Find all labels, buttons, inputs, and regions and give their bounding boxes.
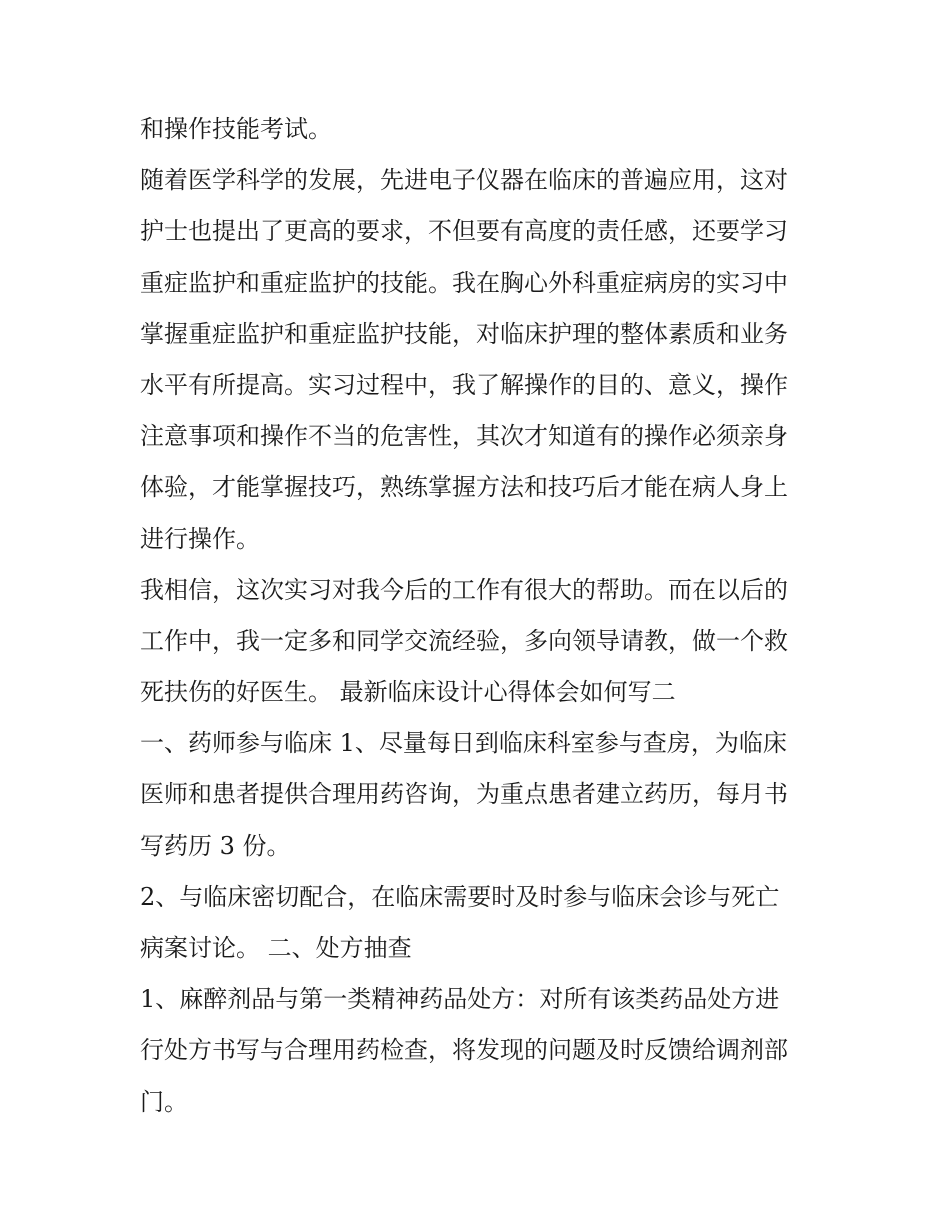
text-line: 进行操作。 [140, 524, 260, 553]
text-line: 医师和患者提供合理用药咨询，为重点患者建立药历，每月书 [140, 780, 788, 809]
text-line: 死扶伤的好医生。 最新临床设计心得体会如何写二 [140, 678, 676, 707]
text-line: 1、麻醉剂品与第一类精神药品处方：对所有该类药品处方进 [140, 985, 780, 1014]
text-line: 体验，才能掌握技巧，熟练掌握方法和技巧后才能在病人身上 [140, 473, 788, 502]
text-line: 和操作技能考试。 [140, 115, 332, 143]
text-line: 2、与临床密切配合，在临床需要时及时参与临床会诊与死亡 [140, 882, 780, 911]
document-body [140, 104, 820, 1128]
text-line: 一、药师参与临床 1、尽量每日到临床科室参与查房，为临床 [140, 729, 787, 758]
text-line: 水平有所提高。实习过程中，我了解操作的目的、意义，操作 [140, 370, 788, 399]
text-line: 写药历 3 份。 [140, 831, 291, 860]
text-line: 掌握重症监护和重症监护技能，对临床护理的整体素质和业务 [140, 319, 788, 348]
text-line: 工作中，我一定多和同学交流经验，多向领导请教，做一个救 [140, 626, 788, 655]
text-line: 护士也提出了更高的要求，不但要有高度的责任感，还要学习 [140, 217, 788, 246]
text-line: 病案讨论。 二、处方抽查 [140, 934, 412, 962]
text-line: 门。 [140, 1087, 188, 1116]
text-line: 随着医学科学的发展，先进电子仪器在临床的普遍应用，这对 [140, 166, 788, 195]
text-line: 我相信，这次实习对我今后的工作有很大的帮助。而在以后的 [140, 575, 788, 604]
text-line: 注意事项和操作不当的危害性，其次才知道有的操作必须亲身 [140, 422, 788, 451]
text-line: 重症监护和重症监护的技能。我在胸心外科重症病房的实习中 [140, 268, 788, 297]
text-line: 行处方书写与合理用药检查，将发现的问题及时反馈给调剂部 [140, 1036, 788, 1065]
